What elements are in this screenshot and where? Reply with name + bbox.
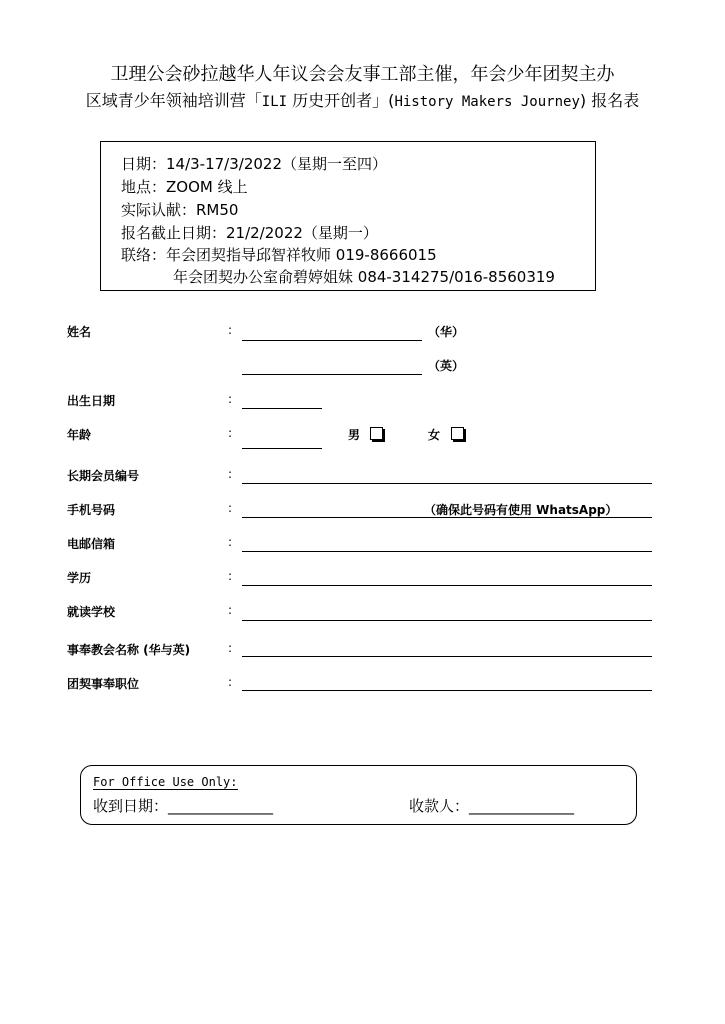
- form-title-line1: 卫理公会砂拉越华人年议会会友事工部主催，年会少年团契主办: [110, 64, 615, 85]
- phone-field[interactable]: [242, 517, 652, 518]
- received-date-field: 收到日期：______________: [93, 797, 274, 815]
- title-suffix: ) 报名表: [579, 91, 640, 110]
- event-deadline: 报名截止日期：21/2/2022（星期一）: [121, 224, 378, 242]
- name-english-note: （英）: [428, 359, 465, 373]
- name-chinese-note: （华）: [428, 325, 465, 339]
- office-use-title: For Office Use Only:: [93, 775, 238, 789]
- title-prefix: 区域青少年领袖培训营「: [85, 91, 262, 110]
- age-field[interactable]: [242, 448, 322, 449]
- email-field[interactable]: [242, 551, 652, 552]
- event-fee: 实际认献：RM50: [121, 201, 239, 219]
- education-colon: :: [228, 569, 233, 583]
- member-no-colon: :: [228, 467, 233, 481]
- school-label: 就读学校: [67, 605, 116, 619]
- church-field[interactable]: [242, 656, 652, 657]
- education-field[interactable]: [242, 585, 652, 586]
- title-mid: 历史开创者」(: [287, 91, 395, 110]
- school-field[interactable]: [242, 620, 652, 621]
- female-checkbox[interactable]: [451, 427, 464, 440]
- position-colon: :: [228, 675, 233, 689]
- name-colon: :: [228, 323, 233, 337]
- phone-colon: :: [228, 501, 233, 515]
- form-title-line2: [0, 88, 725, 111]
- title-ili: ILI: [261, 94, 288, 110]
- age-colon: :: [228, 426, 233, 440]
- name-label: 姓名: [67, 325, 92, 339]
- name-chinese-field[interactable]: [242, 340, 422, 341]
- office-use-box: [80, 765, 637, 825]
- school-colon: :: [228, 603, 233, 617]
- position-label: 团契事奉职位: [67, 677, 140, 691]
- email-colon: :: [228, 535, 233, 549]
- phone-label: 手机号码: [67, 503, 116, 517]
- church-label: 事奉教会名称 (华与英): [67, 643, 191, 657]
- age-label: 年龄: [67, 428, 92, 442]
- event-location: 地点：ZOOM 线上: [121, 178, 248, 196]
- member-no-label: 长期会员编号: [67, 469, 140, 483]
- event-date: 日期：14/3-17/3/2022（星期一至四）: [121, 155, 388, 173]
- member-no-field[interactable]: [242, 483, 652, 484]
- male-checkbox[interactable]: [370, 427, 383, 440]
- education-label: 学历: [67, 571, 92, 585]
- position-field[interactable]: [242, 690, 652, 691]
- email-label: 电邮信箱: [67, 537, 116, 551]
- receiver-field: 收款人：______________: [409, 797, 575, 815]
- female-label: 女: [428, 428, 441, 442]
- birthdate-label: 出生日期: [67, 394, 116, 408]
- event-contact-1: 联络：年会团契指导邱智祥牧师 019-8666015: [121, 246, 437, 264]
- birthdate-colon: :: [228, 392, 233, 406]
- male-label: 男: [348, 428, 361, 442]
- event-info-box: [100, 141, 596, 291]
- birthdate-field[interactable]: [242, 408, 322, 409]
- church-colon: :: [228, 641, 233, 655]
- phone-note: （确保此号码有使用 WhatsApp）: [424, 503, 618, 517]
- title-english: History Makers Journey: [394, 94, 580, 110]
- event-contact-2: 年会团契办公室俞碧婷姐妹 084-314275/016-8560319: [173, 268, 555, 286]
- name-english-field[interactable]: [242, 374, 422, 375]
